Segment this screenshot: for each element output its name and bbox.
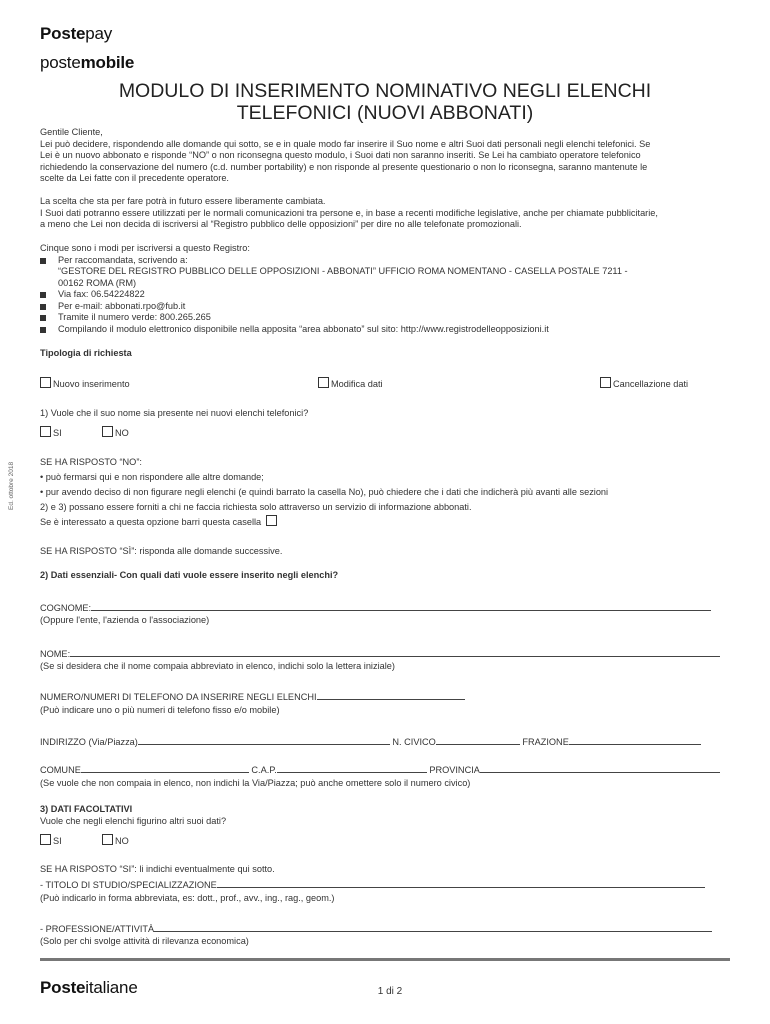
postemobile-logo: postemobile: [40, 53, 135, 72]
city-field[interactable]: COMUNE C.A.P. PROVINCIA: [40, 763, 730, 777]
list-item: Per raccomandata, scrivendo a:: [40, 255, 730, 267]
section-3-if-yes: SE HA RISPOSTO “SI”: li indichi eventualmente qui sotto.: [40, 864, 275, 874]
q3-yes-option[interactable]: SI: [40, 834, 100, 848]
request-type-heading: Tipologia di richiesta: [40, 348, 132, 358]
intro-paragraph-2: La scelta che sta per fare potrà in futuro essere liberamente cambiata. I Suoi dati potranno essere utilizzati per le normali comunicazioni tra persone e, in base a recenti modifiche legislative, anche per chiamate pubblicitarie, a meno che Lei non decida di iscriversi al “Registro pubblico delle opposizioni” per dire no alle telefonate promozionali.: [40, 196, 658, 229]
profession-field[interactable]: - PROFESSIONE/ATTIVITÀ: [40, 922, 730, 936]
page-title: MODULO DI INSERIMENTO NOMINATIVO NEGLI ELENCHI TELEFONICI (NUOVI ABBONATI): [118, 80, 652, 124]
degree-note: (Può indicarlo in forma abbreviata, es: dott., prof., avv., ing., rag., geom.): [40, 893, 335, 903]
hamlet-label: FRAZIONE: [522, 737, 569, 747]
city-note: (Se vuole che non compaia in elenco, non indichi la Via/Piazza; può anche omettere solo il numero civico): [40, 778, 471, 788]
profession-note: (Solo per chi svolge attività di rilevanza economica): [40, 936, 249, 946]
section-3-question: Vuole che negli elenchi figurino altri suoi dati?: [40, 816, 227, 826]
list-item: Tramite il numero verde: 800.265.265: [40, 312, 730, 324]
intro-paragraph-1: Gentile Cliente, Lei può decidere, rispondendo alle domande qui sotto, se e in quale modo far inserire il Suo nome e altri Suoi dati personali negli elenchi telefonici. Se Lei è un nuovo abbonato e risponde “NO” o non riconsegna questo modulo, i Suoi dati non saranno inseriti. Se Lei ha cambiato operatore telefonico richiedendo la conservazione del numero (c.d. number portability) e non risponde al presente questionario o non lo riconsegna, saranno mantenute le scelte da Lei fatte con il precedente operatore.: [40, 127, 651, 183]
phone-numbers-field[interactable]: NUMERO/NUMERI DI TELEFONO DA INSERIRE NEGLI ELENCHI: [40, 690, 730, 704]
surname-field[interactable]: COGNOME:: [40, 601, 730, 615]
delete-data-option[interactable]: Cancellazione dati: [600, 377, 730, 391]
page-number: 1 di 2: [377, 986, 403, 997]
edition-label: Ed. ottobre 2018: [8, 461, 15, 510]
checkbox[interactable]: [102, 834, 113, 845]
question-1: 1) Vuole che il suo nome sia presente nei nuovi elenchi telefonici?: [40, 408, 309, 418]
methods-list: Cinque sono i modi per iscriversi a questo Registro: Per raccomandata, scrivendo a: “GESTORE DEL REGISTRO PUBBLICO DELLE OPPOSIZIONI - ABBONATI” UFFICIO ROMA NOMENTANO - CASELLA POSTALE 7211 - 00162 ROMA (RM) Via fax: 06.54224822 Per e-mail: abbonati.rpo@fub.it Tramite il numero verde: 800.265.265 Compilando il modulo elettronico disponibile nella apposita “area abbonato” sul sito: http://www.registrodelleopposizioni.it: [40, 243, 730, 335]
info-service-checkbox[interactable]: [266, 515, 277, 526]
q1-yes-option[interactable]: SI: [40, 426, 100, 440]
if-yes-instructions: SE HA RISPOSTO “SÌ”: risponda alle domande successive.: [40, 546, 283, 556]
degree-field[interactable]: - TITOLO DI STUDIO/SPECIALIZZAZIONE: [40, 878, 730, 892]
checkbox[interactable]: [40, 377, 51, 388]
list-item: Via fax: 06.54224822: [40, 289, 730, 301]
footer-divider: [40, 958, 730, 961]
section-2-heading: 2) Dati essenziali- Con quali dati vuole essere inserito negli elenchi?: [40, 570, 339, 580]
name-note: (Se si desidera che il nome compaia abbreviato in elenco, indichi solo la lettera iniziale): [40, 661, 395, 671]
list-item: Per e-mail: abbonati.rpo@fub.it: [40, 301, 730, 313]
if-no-instructions: SE HA RISPOSTO “NO”: • può fermarsi qui e non rispondere alle altre domande; • pur avendo deciso di non figurare negli elenchi (e quindi barrato la casella No), può chiedere che i dati che indicherà più avanti alle sezioni 2) e 3) possano essere forniti a chi ne faccia richiesta solo attraverso un servizio di informazione abbonati. Se è interessato a questa opzione barri questa casella: [40, 457, 609, 527]
new-entry-option[interactable]: Nuovo inserimento: [40, 377, 240, 391]
checkbox[interactable]: [318, 377, 329, 388]
postal-code-label: C.A.P.: [251, 765, 277, 775]
address-field[interactable]: INDIRIZZO (Via/Piazza) N. CIVICO FRAZIONE: [40, 735, 730, 749]
modify-data-option[interactable]: Modifica dati: [318, 377, 468, 391]
checkbox[interactable]: [40, 426, 51, 437]
name-field[interactable]: NOME:: [40, 647, 730, 661]
province-label: PROVINCIA: [429, 765, 480, 775]
q1-no-option[interactable]: NO: [102, 426, 162, 440]
street-number-label: N. CIVICO: [392, 737, 436, 747]
postepay-logo: Postepay: [40, 24, 113, 43]
posteitaliane-logo: Posteitaliane: [40, 978, 138, 997]
surname-note: (Oppure l'ente, l'azienda o l'associazione): [40, 615, 210, 625]
section-3-heading: 3) DATI FACOLTATIVI: [40, 804, 133, 814]
checkbox[interactable]: [102, 426, 113, 437]
phone-numbers-note: (Può indicare uno o più numeri di telefono fisso e/o mobile): [40, 705, 280, 715]
checkbox[interactable]: [40, 834, 51, 845]
checkbox[interactable]: [600, 377, 611, 388]
list-item: Compilando il modulo elettronico disponibile nella apposita “area abbonato” sul sito: http://www.registrodelleopposizioni.it: [40, 324, 730, 336]
q3-no-option[interactable]: NO: [102, 834, 162, 848]
